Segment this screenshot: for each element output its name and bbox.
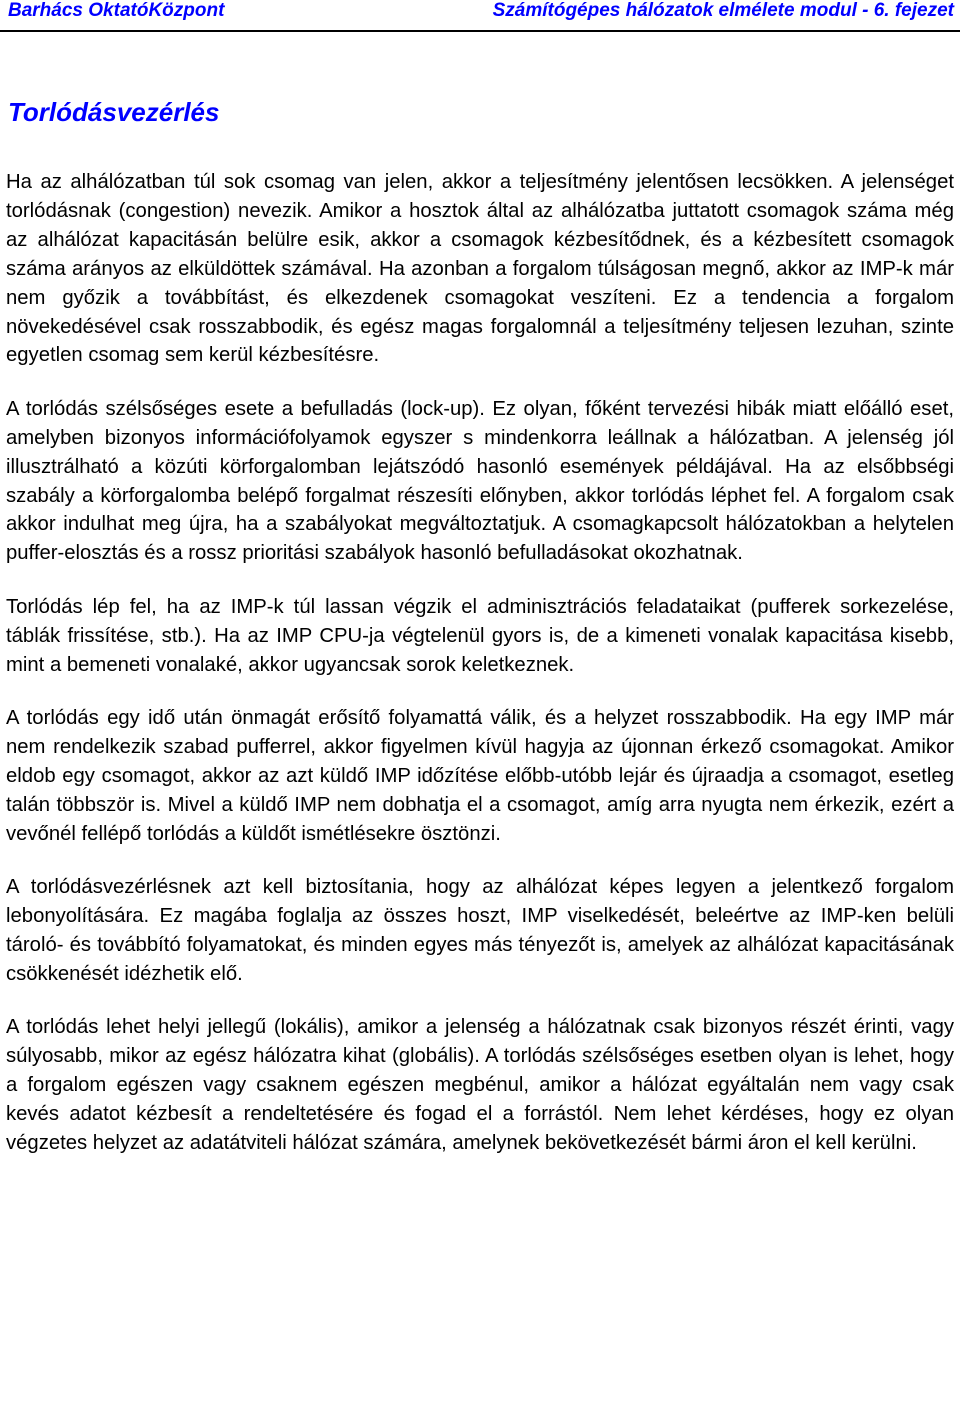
header-left-text: Barhács OktatóKözpont — [8, 0, 225, 21]
section-title: Torlódásvezérlés — [8, 97, 220, 127]
body-text — [6, 168, 954, 1158]
paragraph: A torlódás lehet helyi jellegű (lokális), amikor a jelenség a hálózatnak csak bizonyos részét érinti, vagy súlyosabb, mikor az egész hálózatra kihat (globális). A torlódás szélsőséges esetben olyan is lehet, hogy a forgalom egészen vagy csaknem egészen megbénul, amikor a hálózat egyáltalán nem vagy csak kevés adatot kézbesít a rendeltetésére és fogad el a forrástól. Nem lehet kérdéses, hogy ez olyan végzetes helyzet az adatátviteli hálózat számára, amelynek bekövetkezését bármi áron el kell kerülni. — [6, 1016, 954, 1154]
paragraph: Torlódás lép fel, ha az IMP-k túl lassan végzik el adminisztrációs feladataikat (pufferek sorkezelése, táblák frissítése, stb.). Ha az IMP CPU-ja végtelenül gyors is, de a kimeneti vonalak kapacitása kisebb, mint a bemeneti vonalaké, akkor ugyancsak sorok keletkeznek. — [6, 595, 954, 676]
paragraph: A torlódás szélsőséges esete a befulladás (lock-up). Ez olyan, főként tervezési hibák miatt előálló eset, amelyben bizonyos információfolyamok egyszer s mindenkorra leállnak a hálózatban. A jelenség jól illusztrálható a közúti körforgalomban lejátszódó hasonló események példájával. Ha az elsőbbségi szabály a körforgalomba belépő forgalmat részesíti előnyben, akkor torlódás léphet fel. A forgalom csak akkor indulhat meg újra, ha a szabályokat megváltoztatjuk. A csomagkapcsolt hálózatokban a helytelen puffer-elosztás és a rossz prioritási szabályok hasonló befulladásokat okozhatnak. — [6, 397, 954, 565]
page-header — [0, 0, 960, 28]
paragraph: A torlódás egy idő után önmagát erősítő folyamattá válik, és a helyzet rosszabbodik. Ha egy IMP már nem rendelkezik szabad pufferrel, akkor figyelmen kívül hagyja az újonnan érkező csomagokat. Amikor eldob egy csomagot, akkor az azt küldő IMP időzítése előbb-utóbb lejár és újraadja a csomagot, esetleg talán többször is. Mivel a küldő IMP nem dobhatja el a csomagot, amíg arra nyugta nem érkezik, ezért a vevőnél fellépő torlódás a küldőt ismétlésekre ösztönzi. — [6, 707, 954, 845]
header-right-text: Számítógépes hálózatok elmélete modul - 6. fejezet — [492, 0, 954, 21]
header-rule — [0, 30, 960, 32]
paragraph: Ha az alhálózatban túl sok csomag van jelen, akkor a teljesítmény jelentősen lecsökken. A jelenséget torlódásnak (congestion) nevezik. Amikor a hosztok által az alhálózatba juttatott csomagok száma még az alhálózat kapacitásán belülre esik, akkor a csomagok kézbesítődnek, és a kézbesített csomagok száma arányos az elküldöttek számával. Ha azonban a forgalom túlságosan megnő, akkor az IMP-k már nem győzik a továbbítást, és elkezdenek csomagokat veszíteni. Ez a tendencia a forgalom növekedésével csak rosszabbodik, és egész magas forgalomnál a teljesítmény teljesen lezuhan, szinte egyetlen csomag sem kerül kézbesítésre. — [6, 171, 954, 367]
paragraph: A torlódásvezérlésnek azt kell biztosítania, hogy az alhálózat képes legyen a jelentkező forgalom lebonyolítására. Ez magába foglalja az összes hoszt, IMP viselkedését, beleértve az IMP-ken belüli tároló- és továbbító folyamatokat, és minden egyes más tényezőt is, amelyek az alhálózat kapacitásának csökkenését idézhetik elő. — [6, 876, 954, 985]
